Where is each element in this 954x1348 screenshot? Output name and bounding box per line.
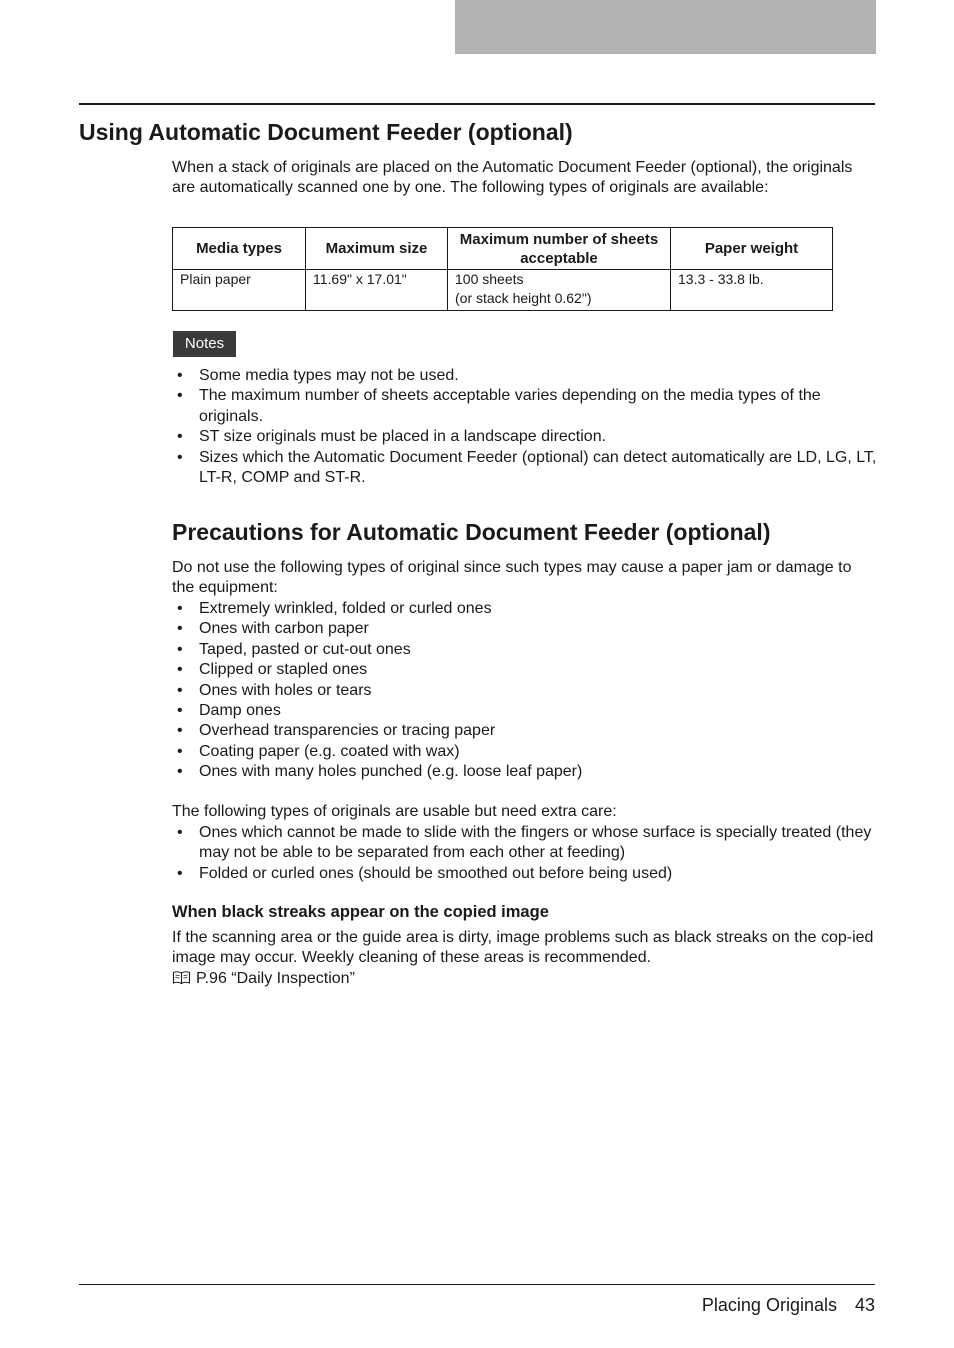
list-item: • Extremely wrinkled, folded or curled ones xyxy=(172,599,878,619)
list-item: • Folded or curled ones (should be smoothed out before being used) xyxy=(172,864,878,884)
header-maximum-sheets: Maximum number of sheets acceptable xyxy=(448,228,671,270)
list-item: • Sizes which the Automatic Document Feeder (optional) can detect automatically are LD, LG, LT, LT-R, COMP and ST-R. xyxy=(172,448,878,489)
header-media-types: Media types xyxy=(173,228,306,270)
reference-text[interactable]: P.96 “Daily Inspection” xyxy=(196,970,355,987)
precautions-intro: Do not use the following types of original since such types may cause a paper jam or damage to the equipment: xyxy=(172,559,852,597)
precautions-title: Precautions for Automatic Document Feeder (optional) xyxy=(172,519,771,545)
list-item: • Ones which cannot be made to slide with the fingers or whose surface is specially treated (they may not be able to be separated from each other at feeding) xyxy=(172,823,878,864)
header-paper-weight: Paper weight xyxy=(671,228,833,270)
list-item: • Some media types may not be used. xyxy=(172,366,878,386)
list-item: • Ones with many holes punched (e.g. loose leaf paper) xyxy=(172,762,878,782)
sheets-stack-height: (or stack height 0.62") xyxy=(455,290,592,306)
list-item: • Ones with carbon paper xyxy=(172,619,878,639)
cell-paper-weight: 13.3 - 33.8 lb. xyxy=(671,270,833,311)
subsection-title: When black streaks appear on the copied image xyxy=(172,903,549,921)
cell-maximum-sheets xyxy=(448,270,671,311)
cell-maximum-size: 11.69" x 17.01" xyxy=(306,270,448,311)
header-maximum-size: Maximum size xyxy=(306,228,448,270)
list-item: • ST size originals must be placed in a landscape direction. xyxy=(172,427,878,447)
media-spec-table xyxy=(172,227,833,311)
cell-media-type: Plain paper xyxy=(173,270,306,311)
table-row xyxy=(173,270,833,311)
bottom-rule xyxy=(79,1284,875,1285)
list-item: • The maximum number of sheets acceptable varies depending on the media types of the originals. xyxy=(172,386,878,427)
do-not-use-list xyxy=(172,599,878,783)
list-item: • Ones with holes or tears xyxy=(172,681,878,701)
subsection-body: If the scanning area or the guide area is dirty, image problems such as black streaks on the cop-ied image may occur. Weekly cleaning of these areas is recommended. xyxy=(172,929,874,967)
top-rule xyxy=(79,103,875,105)
section-intro: When a stack of originals are placed on the Automatic Document Feeder (optional), the originals are automatically scanned one by one. The following types of originals are available: xyxy=(172,159,853,197)
list-item: • Overhead transparencies or tracing paper xyxy=(172,721,878,741)
list-item: • Clipped or stapled ones xyxy=(172,660,878,680)
book-icon xyxy=(172,970,191,991)
reference-link[interactable] xyxy=(172,969,355,991)
chapter-tab-block xyxy=(455,0,876,54)
list-item: • Coating paper (e.g. coated with wax) xyxy=(172,742,878,762)
notes-badge: Notes xyxy=(173,331,236,357)
care-list xyxy=(172,823,878,884)
sheets-count: 100 sheets xyxy=(455,271,524,287)
list-item: • Damp ones xyxy=(172,701,878,721)
table-header-row xyxy=(173,228,833,270)
care-intro: The following types of originals are usable but need extra care: xyxy=(172,803,617,820)
notes-list xyxy=(172,366,878,488)
page-number: 43 xyxy=(854,1295,875,1315)
page-footer xyxy=(702,1295,875,1316)
footer-chapter: Placing Originals xyxy=(701,1295,837,1315)
section-title: Using Automatic Document Feeder (optional) xyxy=(79,119,573,145)
list-item: • Taped, pasted or cut-out ones xyxy=(172,640,878,660)
